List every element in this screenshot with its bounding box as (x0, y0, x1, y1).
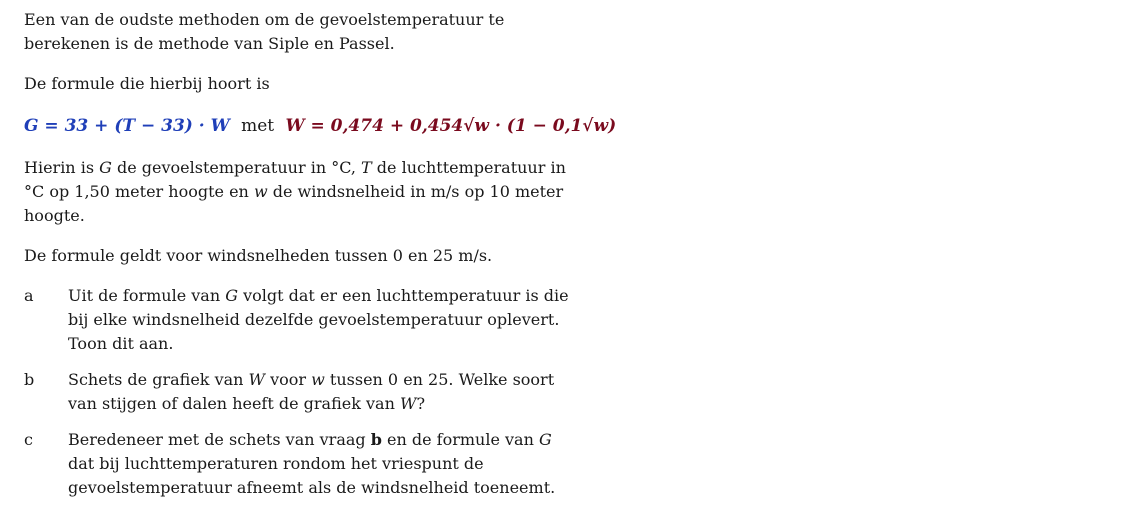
text: °C op 1,50 meter hoogte en (24, 182, 254, 201)
question-a (24, 284, 569, 356)
intro-line-2: berekenen is de methode van Siple en Passel. (24, 34, 395, 53)
var-G: G (99, 158, 112, 177)
var-w: w (253, 182, 268, 201)
formula-line (24, 114, 617, 138)
text: de luchttemperatuur in (371, 158, 566, 177)
text: ? (416, 394, 426, 413)
question-reference: b (370, 430, 382, 449)
question-a-line-1 (68, 284, 569, 308)
text: Schets de grafiek van (68, 370, 249, 389)
formula-sub: W = 0,474 + 0,454√w · (1 − 0,1√w) (285, 116, 617, 136)
question-c-text (68, 428, 556, 500)
intro-paragraph (24, 8, 564, 56)
text: de windsnelheid in m/s op 10 meter (267, 182, 564, 201)
var-W: W (248, 370, 265, 389)
text: tussen 0 en 25. Welke soort (324, 370, 555, 389)
var-T: T (361, 158, 372, 177)
definitions-paragraph (24, 156, 564, 228)
question-b (24, 368, 564, 416)
question-c-line-3: gevoelstemperatuur afneemt als de windsnelheid toeneemt. (68, 478, 556, 497)
formula-intro: De formule die hierbij hoort is (24, 74, 270, 93)
question-b-line-1 (68, 368, 555, 392)
definitions-line-3: hoogte. (24, 206, 85, 225)
definitions-line-1 (24, 156, 564, 180)
question-c-line-1 (68, 428, 552, 452)
question-c-line-2: dat bij luchttemperaturen rondom het vriespunt de (68, 454, 484, 473)
question-b-line-2 (68, 392, 538, 416)
definitions-line-2 (24, 180, 564, 204)
range-paragraph: De formule geldt voor windsnelheden tussen 0 en 25 m/s. (24, 246, 493, 265)
text: van stijgen of dalen heeft de grafiek van (68, 394, 400, 413)
formula-met: met (241, 116, 275, 136)
exercise-document (24, 0, 617, 500)
text: Hierin is (24, 158, 100, 177)
text: Uit de formule van (68, 286, 226, 305)
question-b-text (68, 368, 555, 416)
formula-main: G = 33 + (T − 33) · W (24, 116, 230, 136)
question-c (24, 428, 564, 500)
question-b-letter: b (24, 370, 35, 389)
question-a-letter: a (24, 286, 34, 305)
text: de gevoelstemperatuur in °C, (111, 158, 362, 177)
question-a-line-2: bij elke windsnelheid dezelfde gevoelstemperatuur oplevert. (68, 310, 560, 329)
var-W: W (399, 394, 417, 413)
intro-line-1: Een van de oudste methoden om de gevoelstemperatuur te (24, 10, 505, 29)
text: Beredeneer met de schets van vraag (68, 430, 371, 449)
text: voor (265, 370, 312, 389)
var-w: w (311, 370, 325, 389)
text: en de formule van (381, 430, 539, 449)
question-a-line-3: Toon dit aan. (68, 334, 174, 353)
text: volgt dat er een luchttemperatuur is die (238, 286, 569, 305)
var-G: G (225, 286, 239, 305)
question-c-letter: c (24, 430, 33, 449)
question-a-text (68, 284, 569, 356)
var-G: G (538, 430, 552, 449)
